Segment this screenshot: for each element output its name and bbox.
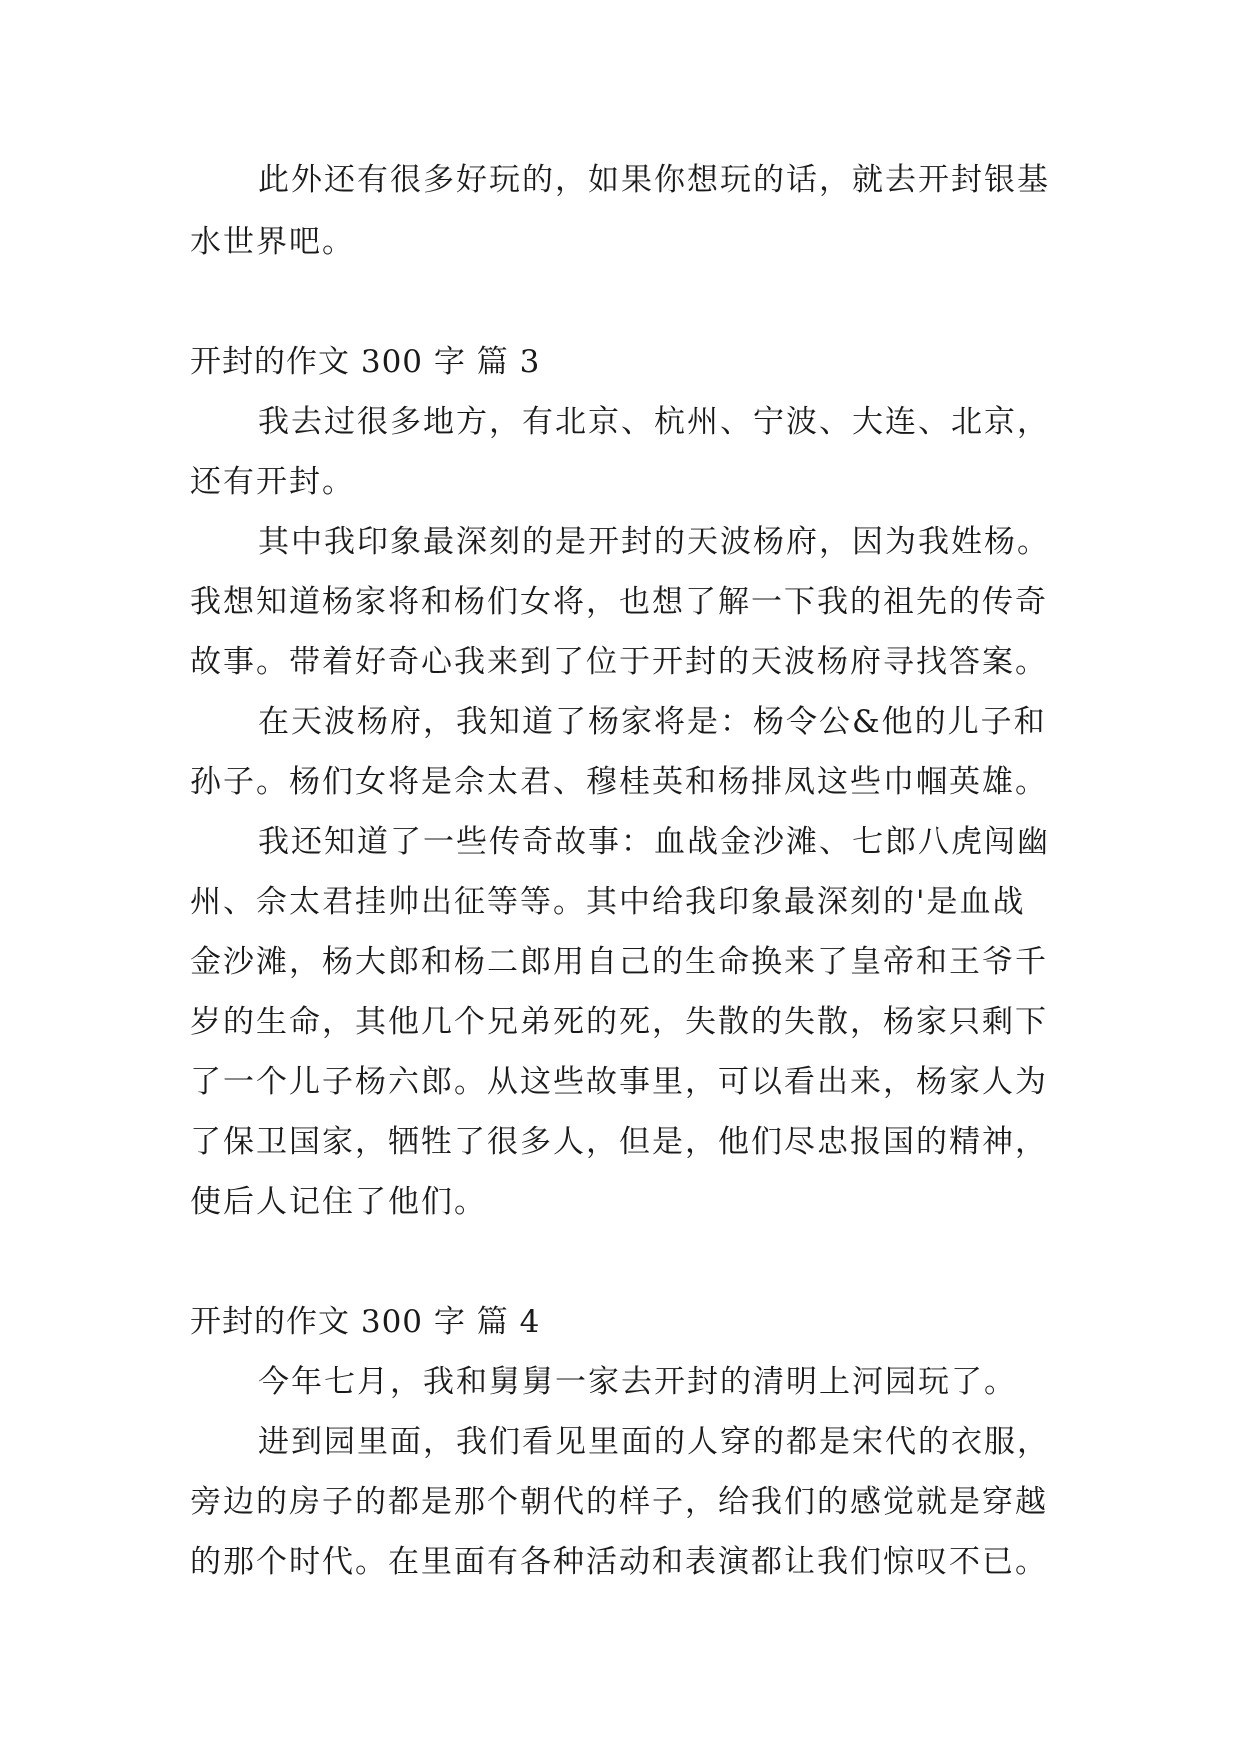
section-heading: 开封的作文 300 字 篇 4: [190, 1304, 541, 1340]
paragraph-line: 我去过很多地方，有北京、杭州、宁波、大连、北京，: [258, 404, 1050, 440]
paragraph-line: 故事。带着好奇心我来到了位于开封的天波杨府寻找答案。: [190, 644, 1048, 680]
paragraph-line: 旁边的房子的都是那个朝代的样子，给我们的感觉就是穿越: [190, 1484, 1048, 1520]
paragraph-line: 此外还有很多好玩的，如果你想玩的话，就去开封银基: [258, 162, 1050, 198]
paragraph-line: 水世界吧。: [190, 224, 355, 260]
paragraph-line: 我还知道了一些传奇故事：血战金沙滩、七郎八虎闯幽: [258, 824, 1050, 860]
paragraph-line: 还有开封。: [190, 464, 355, 500]
paragraph-line: 的那个时代。在里面有各种活动和表演都让我们惊叹不已。: [190, 1544, 1048, 1580]
paragraph-line: 岁的生命，其他几个兄弟死的死，失散的失散，杨家只剩下: [190, 1004, 1048, 1040]
paragraph-line: 其中我印象最深刻的是开封的天波杨府，因为我姓杨。: [258, 524, 1050, 560]
paragraph-line: 今年七月，我和舅舅一家去开封的清明上河园玩了。: [258, 1364, 1017, 1400]
paragraph-line: 了保卫国家，牺牲了很多人，但是，他们尽忠报国的精神，: [190, 1124, 1048, 1160]
paragraph-line: 孙子。杨们女将是佘太君、穆桂英和杨排凤这些巾帼英雄。: [190, 764, 1048, 800]
paragraph-line: 了一个儿子杨六郎。从这些故事里，可以看出来，杨家人为: [190, 1064, 1048, 1100]
paragraph-line: 金沙滩，杨大郎和杨二郎用自己的生命换来了皇帝和王爷千: [190, 944, 1048, 980]
paragraph-line: 我想知道杨家将和杨们女将，也想了解一下我的祖先的传奇: [190, 584, 1048, 620]
paragraph-line: 州、佘太君挂帅出征等等。其中给我印象最深刻的'是血战: [190, 884, 1026, 920]
paragraph-line: 在天波杨府，我知道了杨家将是：杨令公&他的儿子和: [258, 704, 1047, 740]
paragraph-line: 进到园里面，我们看见里面的人穿的都是宋代的衣服，: [258, 1424, 1050, 1460]
paragraph-line: 使后人记住了他们。: [190, 1184, 487, 1220]
section-heading: 开封的作文 300 字 篇 3: [190, 344, 541, 380]
